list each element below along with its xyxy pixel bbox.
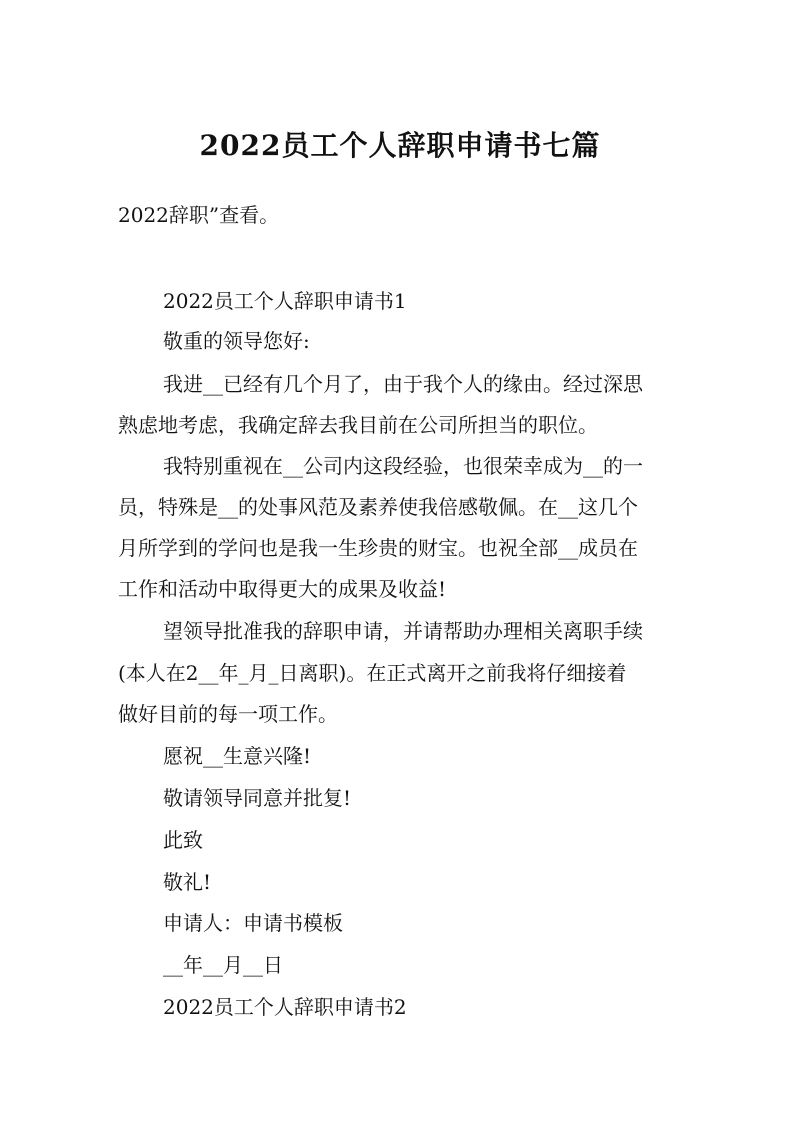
paragraph-line: 我进__已经有几个月了，由于我个人的缘由。经过深思 <box>163 372 643 396</box>
document-title: 2022员工个人辞职申请书七篇 <box>199 129 601 162</box>
paragraph-line: 月所学到的学问也是我一生珍贵的财宝。也祝全部__成员在 <box>118 536 638 560</box>
applicant-line: 申请人：申请书模板 <box>163 911 343 935</box>
paragraph-line: 工作和活动中取得更大的成果及收益! <box>118 577 447 601</box>
paragraph-line: 做好目前的每一项工作。 <box>118 702 338 726</box>
date-line: __年__月__日 <box>163 953 283 977</box>
closing-jingli: 敬礼! <box>163 870 212 894</box>
closing-cizhi: 此致 <box>163 828 203 852</box>
paragraph-line: 熟虑地考虑，我确定辞去我目前在公司所担当的职位。 <box>118 413 598 437</box>
paragraph-line: 我特别重视在__公司内这段经验，也很荣幸成为__的一 <box>163 454 643 478</box>
salutation: 敬重的领导您好: <box>163 329 310 353</box>
paragraph-line: 员，特殊是__的处事风范及素养使我倍感敬佩。在__这几个 <box>118 495 638 519</box>
paragraph-line: 望领导批准我的辞职申请，并请帮助办理相关离职手续 <box>163 619 643 643</box>
section-heading-2: 2022员工个人辞职申请书2 <box>163 995 407 1019</box>
closing-request: 敬请领导同意并批复! <box>163 786 352 810</box>
paragraph-line: (本人在2__年_月_日离职)。在正式离开之前我将仔细接着 <box>118 661 627 685</box>
section-heading-1: 2022员工个人辞职申请书1 <box>163 289 407 313</box>
intro-line: 2022辞职”查看。 <box>118 203 280 227</box>
closing-wish: 愿祝__生意兴隆! <box>163 744 312 768</box>
